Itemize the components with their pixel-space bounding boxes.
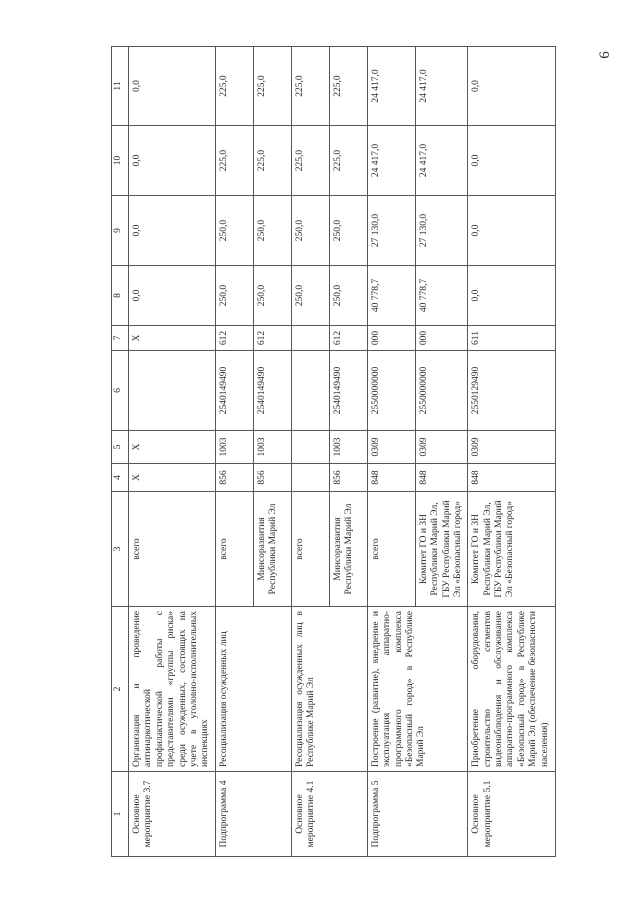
executor-cell: Минсоразвития Республики Марий Эл <box>253 492 291 607</box>
program-name-cell: Подпрограмма 4 <box>215 772 291 857</box>
code-cell <box>291 431 329 464</box>
column-header: 8 <box>112 266 129 326</box>
code-cell: 856 <box>253 464 291 492</box>
amount-cell: 225,0 <box>253 47 291 126</box>
description-cell: Ресоциализация осужденных лиц в Республике Марий Эл <box>291 607 367 772</box>
amount-cell: 225,0 <box>329 126 367 196</box>
table-row <box>215 47 253 857</box>
code-cell: 848 <box>415 464 468 492</box>
executor-cell: всего <box>291 492 329 607</box>
column-header: 2 <box>112 607 129 772</box>
description-cell: Построение (развитие), внедрение и эксплуатация аппаратно-программного комплекса «Безопасный город» в Республике Марий Эл <box>367 607 468 772</box>
code-cell: 848 <box>367 464 415 492</box>
code-cell <box>291 351 329 431</box>
code-cell: 1003 <box>253 431 291 464</box>
amount-cell: 27 130,0 <box>367 196 415 266</box>
program-name-cell: Основное мероприятие 5.1 <box>468 772 556 857</box>
amount-cell: 27 130,0 <box>415 196 468 266</box>
amount-cell: 250,0 <box>215 196 253 266</box>
amount-cell: 0,0 <box>129 196 216 266</box>
code-cell <box>291 326 329 351</box>
code-cell: 612 <box>253 326 291 351</box>
code-cell: 1003 <box>329 431 367 464</box>
code-cell <box>129 351 216 431</box>
amount-cell: 225,0 <box>291 47 329 126</box>
budget-table <box>111 46 556 857</box>
description-cell: Ресоциализация осужденных лиц <box>215 607 291 772</box>
code-cell: 612 <box>215 326 253 351</box>
code-cell: 612 <box>329 326 367 351</box>
amount-cell: 40 778,7 <box>415 266 468 326</box>
amount-cell: 0,0 <box>129 266 216 326</box>
amount-cell: 250,0 <box>329 266 367 326</box>
table-row <box>468 47 556 857</box>
column-header: 3 <box>112 492 129 607</box>
amount-cell: 225,0 <box>253 126 291 196</box>
amount-cell: 40 778,7 <box>367 266 415 326</box>
code-cell: 2550129490 <box>468 351 556 431</box>
amount-cell: 225,0 <box>215 47 253 126</box>
column-header: 1 <box>112 772 129 857</box>
amount-cell: 0,0 <box>129 126 216 196</box>
executor-cell: всего <box>215 492 253 607</box>
code-cell: 000 <box>367 326 415 351</box>
code-cell: 611 <box>468 326 556 351</box>
column-header: 6 <box>112 351 129 431</box>
code-cell: 2540149490 <box>253 351 291 431</box>
code-cell: 2550000000 <box>367 351 415 431</box>
code-cell: 856 <box>215 464 253 492</box>
amount-cell: 0,0 <box>468 266 556 326</box>
amount-cell: 24 417,0 <box>415 47 468 126</box>
column-header: 4 <box>112 464 129 492</box>
code-cell <box>291 464 329 492</box>
code-cell: 848 <box>468 464 556 492</box>
column-header: 7 <box>112 326 129 351</box>
code-cell: 0309 <box>367 431 415 464</box>
amount-cell: 250,0 <box>215 266 253 326</box>
code-cell: X <box>129 431 216 464</box>
executor-cell: Минсоразвития Республики Марий Эл <box>329 492 367 607</box>
rotated-table-container <box>111 47 550 857</box>
code-cell: 0309 <box>468 431 556 464</box>
code-cell: 2550000000 <box>415 351 468 431</box>
table-row <box>129 47 216 857</box>
amount-cell: 0,0 <box>129 47 216 126</box>
amount-cell: 0,0 <box>468 196 556 266</box>
code-cell: 2540149490 <box>329 351 367 431</box>
column-header: 9 <box>112 196 129 266</box>
code-cell: X <box>129 326 216 351</box>
column-header: 10 <box>112 126 129 196</box>
description-cell: Организация и проведение антинаркотической профилактической работы с представителями «группы риска» среди осужденных, состоящих на учете в уголовно-исполнительных инспекциях <box>129 607 216 772</box>
executor-cell: Комитет ГО и ЗН Республики Марий Эл, ГБУ Республики Марий Эл «Безопасный город» <box>468 492 556 607</box>
amount-cell: 0,0 <box>468 126 556 196</box>
code-cell: 2540149490 <box>215 351 253 431</box>
amount-cell: 250,0 <box>253 266 291 326</box>
amount-cell: 24 417,0 <box>415 126 468 196</box>
code-cell: 856 <box>329 464 367 492</box>
code-cell: 1003 <box>215 431 253 464</box>
code-cell: X <box>129 464 216 492</box>
amount-cell: 225,0 <box>291 126 329 196</box>
program-name-cell: Основное мероприятие 4.1 <box>291 772 367 857</box>
executor-cell: всего <box>129 492 216 607</box>
amount-cell: 250,0 <box>291 196 329 266</box>
page-number: 6 <box>597 51 613 59</box>
executor-cell: всего <box>367 492 415 607</box>
amount-cell: 250,0 <box>253 196 291 266</box>
amount-cell: 225,0 <box>329 47 367 126</box>
amount-cell: 250,0 <box>329 196 367 266</box>
program-name-cell: Основное мероприятие 3.7 <box>129 772 216 857</box>
program-name-cell: Подпрограмма 5 <box>367 772 468 857</box>
table-row <box>291 47 329 857</box>
amount-cell: 24 417,0 <box>367 47 415 126</box>
amount-cell: 24 417,0 <box>367 126 415 196</box>
column-header: 5 <box>112 431 129 464</box>
code-cell: 000 <box>415 326 468 351</box>
table-row <box>367 47 415 857</box>
executor-cell: Комитет ГО и ЗН Республики Марий Эл, ГБУ Республики Марий Эл «Безопасный город» <box>415 492 468 607</box>
amount-cell: 225,0 <box>215 126 253 196</box>
code-cell: 0309 <box>415 431 468 464</box>
column-header: 11 <box>112 47 129 126</box>
amount-cell: 250,0 <box>291 266 329 326</box>
column-number-header <box>112 47 129 857</box>
amount-cell: 0,0 <box>468 47 556 126</box>
description-cell: Приобретение оборудования, строительство сегментов видеонаблюдения и обслуживание аппаратно-программного комплекса «Безопасный город» в Республике Марий Эл (обеспечение безопасности населения) <box>468 607 556 772</box>
